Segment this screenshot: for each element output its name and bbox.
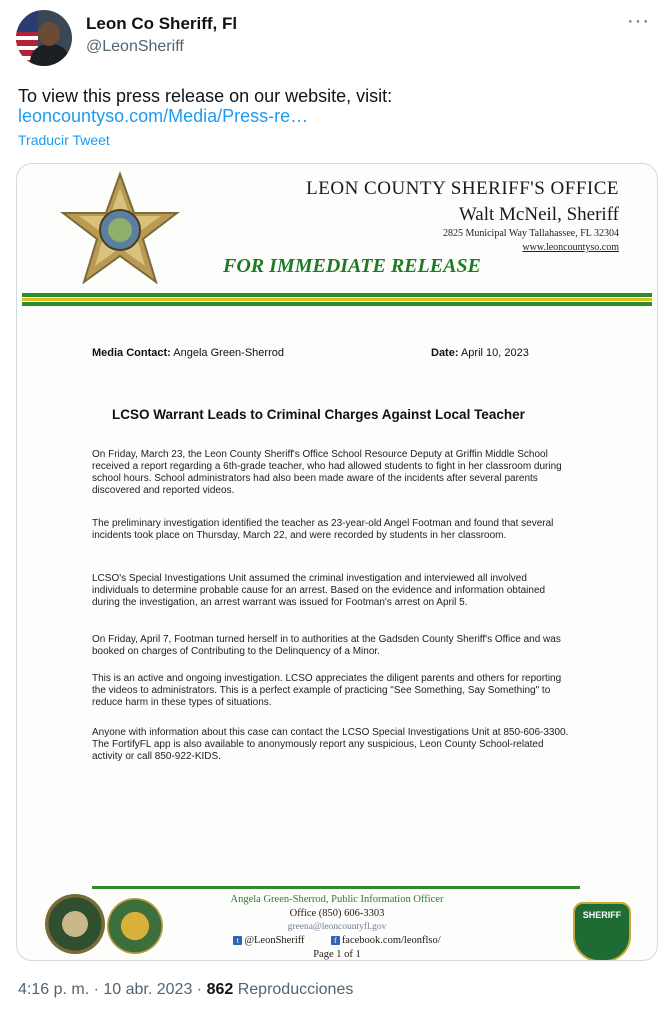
office-address: 2825 Municipal Way Tallahassee, FL 32304 bbox=[442, 228, 619, 239]
header-rule-yellow bbox=[22, 298, 652, 301]
release-date-value: April 10, 2023 bbox=[458, 347, 529, 359]
tweet-timestamp[interactable] bbox=[18, 981, 353, 999]
avatar[interactable] bbox=[16, 10, 72, 66]
header-rule-green-lower bbox=[22, 302, 652, 306]
footer-twitter: @LeonSheriff bbox=[244, 935, 305, 946]
footer-facebook: facebook.com/leonflso/ bbox=[341, 935, 441, 946]
views-label: Reproducciones bbox=[233, 981, 354, 998]
release-label: FOR IMMEDIATE RELEASE bbox=[223, 255, 481, 277]
footer-officer: Angela Green-Sherrod, Public Information Officer bbox=[230, 894, 444, 905]
sheriff-star-icon bbox=[55, 170, 185, 294]
user-handle[interactable]: @LeonSheriff bbox=[86, 38, 184, 55]
release-paragraph: LCSO's Special Investigations Unit assumed the criminal investigation and interviewed all involved individuals to determine probable cause for an arrest. Based on the evidence and information obtained during the investigation, an arrest warrant was issued for Footman's arrest on April 5. bbox=[92, 573, 546, 608]
release-paragraph: On Friday, April 7, Footman turned herself in to authorities at the Gadsden County Sheriff's Office and was booked on charges of Contributing to the Delinquency of a Minor. bbox=[92, 634, 561, 657]
footer-rule bbox=[92, 886, 580, 889]
tweet-text: To view this press release on our website, visit: bbox=[18, 86, 393, 106]
media-contact-label: Media Contact: bbox=[92, 347, 171, 359]
views-count: 862 bbox=[206, 981, 234, 998]
footer-phone: Office (850) 606-3303 bbox=[289, 908, 385, 919]
footer-email: greena@leoncountyfl.gov bbox=[287, 922, 387, 932]
release-paragraph: On Friday, March 23, the Leon County Sheriff's Office School Resource Deputy at Griffin Middle School received a report regarding a 6th-grade teacher, who had allowed students to fight in her classroom during school hours. School administrators had also been made aware of the incidents after several parents discovered and reported videos. bbox=[92, 449, 562, 496]
tweet-link[interactable]: leoncountyso.com/Media/Press-re… bbox=[18, 106, 309, 126]
release-date-label: Date: bbox=[431, 347, 459, 359]
media-contact-name: Angela Green-Sherrod bbox=[170, 347, 284, 359]
footer-page: Page 1 of 1 bbox=[313, 949, 361, 960]
office-title: LEON COUNTY SHERIFF'S OFFICE bbox=[306, 178, 619, 199]
more-options-icon[interactable]: ··· bbox=[627, 10, 650, 32]
shield-label: SHERIFF bbox=[582, 910, 622, 920]
user-display-name[interactable]: Leon Co Sheriff, Fl bbox=[86, 14, 238, 33]
press-release-image[interactable] bbox=[16, 163, 658, 961]
release-headline: LCSO Warrant Leads to Criminal Charges Against Local Teacher bbox=[112, 407, 525, 422]
release-paragraph: This is an active and ongoing investigation. LCSO appreciates the diligent parents and others for reporting the videos to administrators. This is a perfect example of practicing "See Something, Say Something" to reduce harm in these types of situations. bbox=[92, 673, 562, 708]
release-paragraph: The preliminary investigation identified the teacher as 23-year-old Angel Footman and found that several incidents took place on Thursday, March 22, and were recorded by students in her classroom. bbox=[92, 518, 554, 541]
release-paragraph: Anyone with information about this case can contact the LCSO Special Investigations Unit at 850-606-3300. The FortifyFL app is also available to anonymously report any suspicious, Leon County School-related activity or call 850-922-KIDS. bbox=[92, 727, 569, 762]
facebook-icon: f bbox=[331, 936, 340, 945]
tweet-time-date: 4:16 p. m. · 10 abr. 2023 · bbox=[18, 981, 207, 998]
uniform-shape bbox=[30, 44, 70, 66]
face-shape bbox=[38, 22, 60, 46]
sheriff-name: Walt McNeil, Sheriff bbox=[458, 204, 619, 225]
header-rule-green bbox=[22, 293, 652, 297]
translate-tweet-link[interactable]: Traducir Tweet bbox=[18, 132, 110, 148]
office-website: www.leoncountyso.com bbox=[522, 242, 619, 253]
release-date bbox=[431, 347, 529, 359]
footer-social bbox=[17, 935, 657, 946]
media-contact bbox=[92, 347, 284, 359]
twitter-icon: t bbox=[233, 936, 242, 945]
